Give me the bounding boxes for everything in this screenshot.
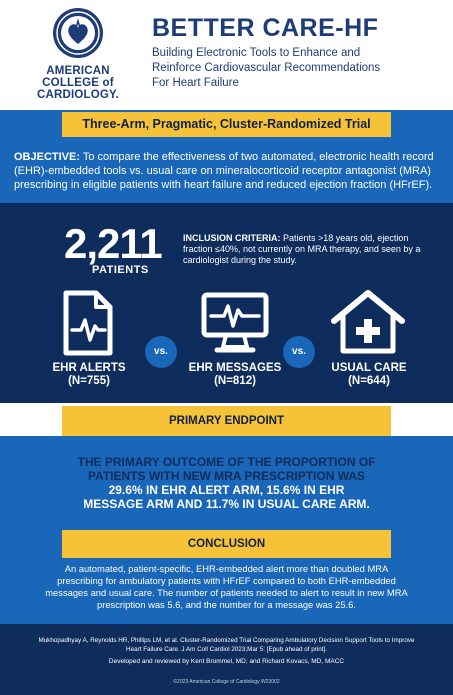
conclusion-line: prescribing for ambulatory patients with HFrEF compared to both EHR-embedded: [57, 575, 396, 586]
header: [0, 0, 453, 110]
arm-count: (N=644): [348, 375, 390, 387]
citation-line: Heart Failure Care. J Am Coll Cardiol 2023;Mar 5: [Epub ahead of print].: [126, 645, 327, 653]
patients-label: PATIENTS: [92, 264, 149, 276]
inclusion-label: INCLUSION CRITERIA:: [183, 233, 281, 243]
subtitle-line: For Heart Failure: [152, 77, 239, 89]
inclusion-criteria: [183, 233, 429, 266]
outcome-line: 29.6% IN EHR ALERT ARM, 15.6% IN EHR: [108, 483, 345, 497]
objective-body: To compare the effectiveness of two automated, electronic health record (EHR)-embedded tools vs. usual care on mineralocorticoid receptor antagonist (MRA) prescribing in eligible patients with heart failure and reduced ejection fraction (HFrEF).: [14, 151, 434, 191]
page-subtitle: [152, 46, 442, 91]
arm-ehr-messages: [170, 362, 300, 388]
patient-count: 2,211: [64, 220, 162, 267]
arm-count: (N=812): [214, 375, 256, 387]
copyright: ©2023 American College of Cardiology W23002: [173, 679, 280, 685]
primary-outcome: [45, 455, 408, 511]
subtitle-line: Reinforce Cardiovascular Recommendations: [152, 62, 381, 74]
arm-name: EHR MESSAGES: [188, 362, 282, 374]
arm-name: USUAL CARE: [331, 362, 407, 374]
outcome-line: THE PRIMARY OUTCOME OF THE PROPORTION OF: [77, 455, 376, 469]
objective-label: OBJECTIVE:: [14, 151, 81, 163]
citation-line: Mukhopadhyay A, Reynolds HR, Phillips LM, et al. Cluster-Randomized Trial Comparing Ambulatory Decision Support Tools to Improve: [38, 637, 415, 644]
conclusion-line: messages and usual care. The number of patients needed to alert to result in new MRA: [45, 587, 408, 598]
subtitle-line: Building Electronic Tools to Enhance and: [152, 47, 361, 59]
conclusion-heading: CONCLUSION: [62, 530, 391, 558]
trial-type-bar: Three-Arm, Pragmatic, Cluster-Randomized Trial: [62, 112, 391, 137]
page-title: BETTER CARE-HF: [152, 14, 379, 42]
conclusion-line: An automated, patient-specific, EHR-embedded alert more than doubled MRA: [64, 563, 389, 574]
document-pulse-icon: [62, 290, 114, 356]
conclusion-line: prescription was 5.6, and the number for a message was 25.6.: [97, 599, 356, 610]
outcome-line: MESSAGE ARM AND 11.7% IN USUAL CARE ARM.: [83, 497, 370, 511]
inclusion-body: Patients >18 years old, ejection fraction ≤40%, not currently on MRA therapy, and seen by a cardiologist during the study.: [183, 233, 421, 265]
arm-count: (N=755): [68, 375, 110, 387]
acc-logo: [28, 6, 128, 101]
developed-by: Developed and reviewed by Kent Brummel, MD; and Richard Kovacs, MD, MACC: [108, 658, 345, 665]
org-name-line: AMERICAN: [46, 65, 110, 77]
conclusion-text: [28, 563, 425, 611]
vs-badge: vs.: [145, 336, 177, 368]
arm-name: EHR ALERTS: [52, 362, 126, 374]
arm-ehr-alerts: [30, 362, 148, 388]
monitor-pulse-icon: [199, 292, 271, 354]
acc-seal-icon: [51, 6, 105, 60]
objective-text: [14, 150, 439, 192]
outcome-line: PATIENTS WITH NEW MRA PRESCRIPTION WAS: [87, 469, 366, 483]
org-name-line: CARDIOLOGY.: [36, 89, 120, 101]
house-medical-cross-icon: [330, 289, 406, 355]
vs-badge: vs.: [283, 336, 315, 368]
citation: [24, 637, 429, 654]
org-name-line: COLLEGE of: [42, 77, 114, 89]
primary-endpoint-heading: PRIMARY ENDPOINT: [62, 406, 391, 436]
arm-usual-care: [310, 362, 428, 388]
